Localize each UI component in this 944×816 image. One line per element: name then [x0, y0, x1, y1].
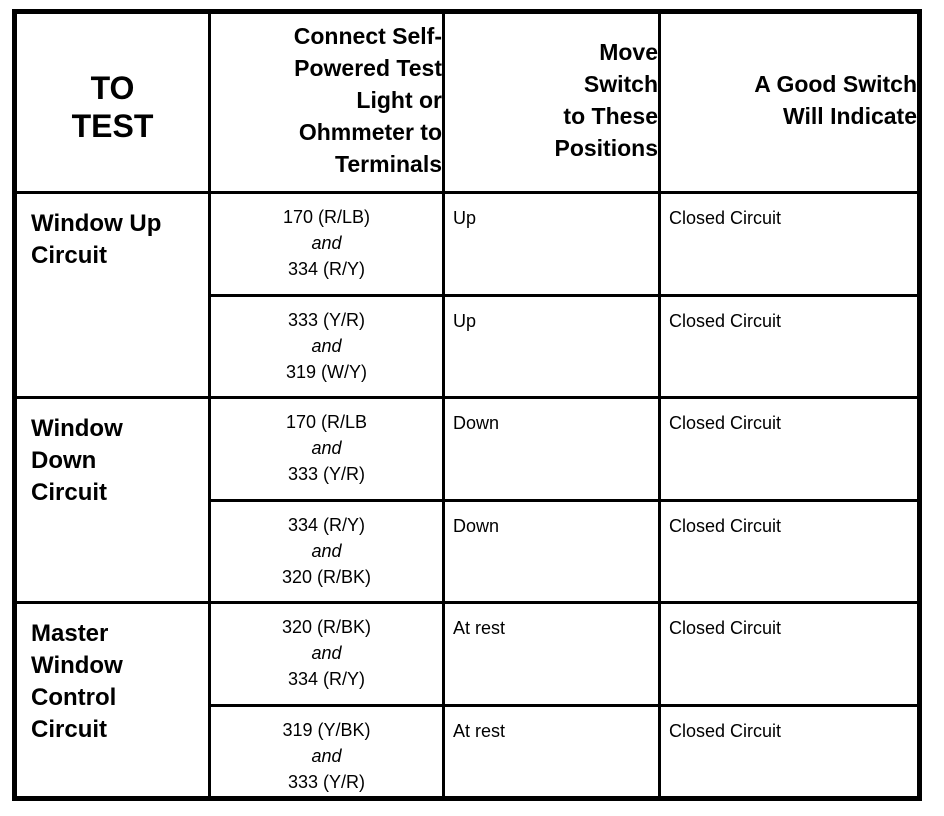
table-row-position: Up — [453, 311, 477, 331]
table-row-terminals — [211, 297, 442, 396]
header-connect — [211, 14, 442, 191]
header-move-switch-line: Positions — [554, 134, 658, 161]
terminal-join: and — [311, 746, 342, 766]
group-window-up — [17, 194, 208, 396]
terminal-a: 320 (R/BK) — [281, 617, 372, 637]
group-label-line: Master — [31, 620, 109, 647]
group-label-line: Down — [31, 447, 97, 474]
terminal-b: 319 (W/Y) — [285, 362, 368, 382]
terminal-join: and — [311, 643, 342, 663]
group-label-line: Window Up — [31, 210, 162, 237]
terminal-join: and — [311, 438, 342, 458]
table-row-indicate: Closed Circuit — [669, 311, 782, 331]
terminal-join: and — [311, 541, 342, 561]
header-good-switch-line: A Good Switch — [754, 70, 917, 97]
terminal-a: 170 (R/LB — [285, 412, 368, 432]
group-label-line: Circuit — [31, 716, 108, 743]
header-good-switch — [661, 14, 917, 191]
table-row-indicate: Closed Circuit — [669, 721, 782, 741]
table-row-position: Down — [453, 413, 500, 433]
table-row-terminals — [211, 502, 442, 601]
table-row-terminals — [211, 707, 442, 796]
terminal-a: 333 (Y/R) — [287, 310, 366, 330]
header-connect-line: Light or — [356, 86, 442, 113]
table-row-terminals — [211, 194, 442, 294]
header-move-switch — [445, 14, 658, 191]
group-label-line: Window — [31, 415, 123, 442]
table-row-terminals — [211, 604, 442, 704]
table-row-terminals — [211, 399, 442, 499]
table-row-indicate: Closed Circuit — [669, 516, 782, 536]
header-connect-line: Connect Self- — [293, 22, 442, 49]
header-move-switch-line: Switch — [583, 70, 658, 97]
terminal-a: 170 (R/LB) — [282, 207, 371, 227]
group-label-line: Control — [31, 684, 117, 711]
group-label-line: Window — [31, 652, 123, 679]
table-row-position: At rest — [453, 721, 506, 741]
terminal-b: 334 (R/Y) — [287, 669, 366, 689]
group-label-line: Circuit — [31, 242, 108, 269]
header-good-switch-line: Will Indicate — [783, 102, 917, 129]
terminal-b: 334 (R/Y) — [287, 259, 366, 279]
header-move-switch-line: to These — [563, 102, 658, 129]
group-label-line: Circuit — [31, 479, 108, 506]
terminal-b: 333 (Y/R) — [287, 772, 366, 792]
terminal-b: 333 (Y/R) — [287, 464, 366, 484]
terminal-a: 319 (Y/BK) — [282, 720, 371, 740]
terminal-a: 334 (R/Y) — [287, 515, 366, 535]
header-connect-line: Terminals — [335, 150, 442, 177]
table-row-position: At rest — [453, 618, 506, 638]
terminal-join: and — [311, 233, 342, 253]
header-to-test-line: TEST — [71, 107, 154, 144]
header-connect-line: Ohmmeter to — [298, 118, 442, 145]
table-row-position: Down — [453, 516, 500, 536]
terminal-join: and — [311, 336, 342, 356]
table-row-indicate: Closed Circuit — [669, 413, 782, 433]
header-to-test — [17, 14, 208, 191]
header-to-test-line: TO — [90, 69, 135, 106]
header-connect-line: Powered Test — [294, 54, 442, 81]
test-table — [12, 9, 922, 801]
table-row-position: Up — [453, 208, 477, 228]
group-window-down — [17, 399, 208, 601]
table-row-indicate: Closed Circuit — [669, 618, 782, 638]
table-row-indicate: Closed Circuit — [669, 208, 782, 228]
group-master-window — [17, 604, 208, 796]
header-move-switch-line: Move — [599, 38, 658, 65]
terminal-b: 320 (R/BK) — [281, 567, 372, 587]
